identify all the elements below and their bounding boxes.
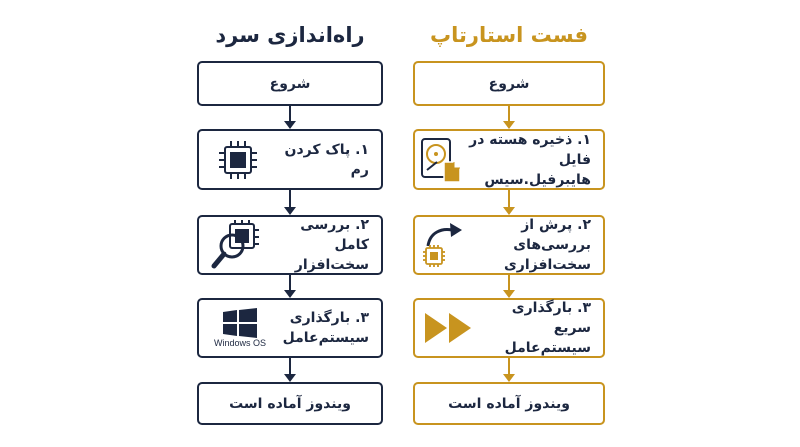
hard-drive-file-icon: [417, 132, 465, 188]
cold-step1-box: [197, 129, 383, 190]
fast-step1-line2: هایبرفیل.سیس: [484, 171, 591, 188]
cold-arrow-4: [284, 358, 296, 382]
cold-start-box: [197, 61, 383, 106]
fast-step2-box: [413, 215, 605, 275]
cold-boot-title: راه‌اندازی سرد: [215, 23, 365, 47]
fast-step1-label: [465, 130, 591, 190]
fast-arrow-2: [503, 190, 515, 215]
cold-step2-label: [269, 215, 369, 275]
cold-step3-label: [273, 308, 369, 348]
fast-step3-box: [413, 298, 605, 358]
cold-step2-line1: ۲. بررسی کامل: [300, 217, 369, 253]
fast-step1-box: [413, 129, 605, 190]
fast-arrow-4: [503, 358, 515, 382]
windows-logo-icon: [207, 300, 273, 356]
fast-arrow-3: [503, 275, 515, 298]
fast-startup-title: فست استارتاپ: [430, 23, 588, 47]
ram-chip-icon: [207, 132, 269, 188]
cold-step3-line2: سیستم‌عامل: [282, 330, 369, 346]
cold-arrow-1: [284, 106, 296, 129]
chip-magnifier-icon: [207, 217, 269, 273]
cold-end-box: [197, 382, 383, 425]
fast-arrow-1: [503, 106, 515, 129]
cold-step1-label: ۱. پاک کردن رم: [284, 141, 369, 178]
cold-step2-box: [197, 215, 383, 275]
fast-start-label: شروع: [488, 75, 530, 92]
fast-step1-line1: ۱. ذخیره هسته در فایل: [469, 131, 591, 168]
cold-arrow-3: [284, 275, 296, 298]
fast-step3-label: [477, 298, 591, 358]
cold-step3-box: [197, 298, 383, 358]
fast-step2-line2: سخت‌افزاری: [503, 257, 591, 273]
cold-arrow-2: [284, 190, 296, 215]
fast-step3-line1: ۳. بارگذاری سریع: [511, 300, 591, 336]
cold-start-label: شروع: [269, 75, 311, 92]
fast-step3-line2: سیستم‌عامل: [504, 340, 591, 356]
cold-step3-line1: ۳. بارگذاری: [289, 310, 369, 326]
cold-step2-line2: سخت‌افزار: [294, 257, 369, 273]
fast-step2-label: [467, 215, 591, 275]
fast-step2-line1: ۲. پرش از بررسی‌های: [513, 217, 591, 253]
fast-end-box: [413, 382, 605, 425]
fast-start-box: [413, 61, 605, 106]
fast-forward-icon: [421, 300, 477, 356]
cold-end-label: ویندوز آماده است: [229, 395, 351, 412]
windows-os-caption: Windows OS: [214, 338, 267, 348]
chip-skip-arrow-icon: [417, 217, 467, 273]
fast-end-label: ویندوز آماده است: [448, 395, 570, 412]
